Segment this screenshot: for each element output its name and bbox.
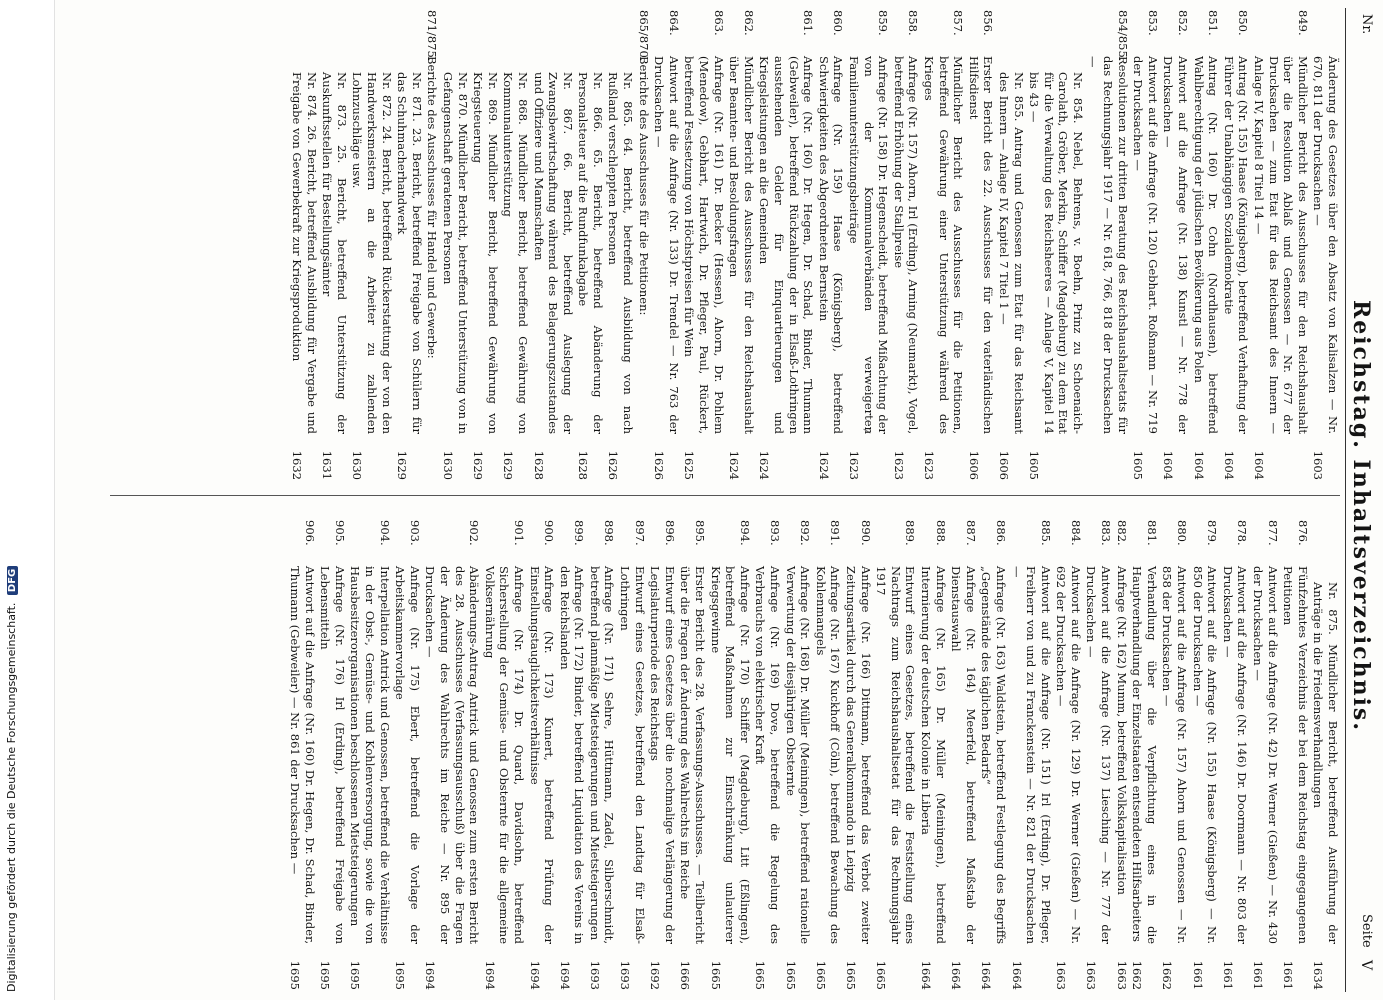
toc-entry	[996, 10, 1025, 480]
entry-title: Antwort auf die Anfrage (Nr. 42) Dr. Werner (Gießen) — Nr. 430 der Drucksachen —	[1251, 566, 1280, 944]
entry-page: 1695	[288, 960, 303, 990]
entry-title: Verhandlung über die Verpflichtung eines in die Hauptverhandlung der Einzelstaaten entsendeten Hilfsarbeiters	[1130, 566, 1159, 944]
entry-page: 1605	[1027, 450, 1042, 480]
toc-entry	[1311, 10, 1340, 480]
entry-title: Anfrage (Nr. 162) Mumm, betreffend Volkskapitalisation	[1114, 566, 1129, 895]
entry-page: 1666	[678, 960, 693, 990]
entry-page: 1665	[753, 960, 768, 990]
entry-title: Anfrage (Nr. 158) Dr. Hegenscheidt, betreffend Mißachtung der von der Kommunalverbänden verweigerten Familienunterstützungsbeiträge	[847, 56, 891, 434]
entry-number: 893.	[768, 520, 783, 546]
entry-number: 903.	[407, 520, 422, 546]
entry-number: 882.	[1114, 520, 1129, 546]
entry-title: Nr. 871. 23. Bericht, betreffend Freigabe von Schülern für das Schuhmacherhandwerk	[395, 72, 424, 434]
toc-entry	[618, 520, 647, 990]
entry-page: 1623	[847, 450, 861, 480]
entry-title: Antwort auf die Anfrage (Nr. 120) Gebhart. Roßmann — Nr. 719 der Drucksachen —	[1131, 56, 1160, 434]
toc-entry	[921, 10, 965, 480]
entry-title: Resolutionen zur dritten Beratung des Reichshaushaltsetats für das Rechnungsjahr 1917 — Nr. 618, 766, 818 der Drucksachen —	[1086, 56, 1130, 434]
entry-number: 871/875.	[425, 10, 440, 62]
entry-title: Nr. 870. Mündlicher Bericht, betreffend Unterstützung von in Gefangenschaft geratenen Personen	[440, 72, 470, 434]
entry-page: 1623	[891, 450, 906, 480]
entry-title: Interpellation Antrick und Genossen, betreffend die Verhältnisse in der Obst-, Gemüse- und Kohlenversorgung, sowie die von Hausbesitzerorganisationen beschlossenen Mietsteigerungen	[348, 566, 392, 944]
entry-number: 888.	[933, 520, 948, 546]
entry-title: Antwort auf die Anfrage (Nr. 146) Dr. Doormann — Nr. 803 der Drucksachen —	[1220, 566, 1250, 944]
toc-entry	[350, 10, 394, 480]
entry-page: 1665	[783, 960, 798, 990]
entry-page: 1664	[949, 960, 964, 990]
entry-page: 1694	[557, 960, 572, 990]
entry-page: 1604	[1191, 450, 1206, 480]
entry-title: Antrag (Nr. 155) Haase (Königsberg), betreffend Verhaftung der Führer der Unabhängigen Sozialdemokratie	[1221, 56, 1251, 434]
entry-title: Nr. 866. 65. Bericht, betreffend Abänderung der Personalsteuer auf die Rundfunkabgabe	[576, 72, 605, 434]
toc-entry	[501, 10, 530, 480]
column-divider	[110, 495, 1340, 496]
entry-title: Änderung des Gesetzes über den Absatz von Kalisalzen — Nr. 670, 811 der Drucksachen —	[1311, 56, 1340, 434]
entry-title: Anfrage (Nr. 170) Schiffer (Magdeburg), Litt (Eßlingen), betreffend Maßnahmen zur Einschränkung unlauterer Kriegsgewinne	[708, 566, 752, 944]
entry-number: 892.	[798, 520, 813, 546]
entry-page: 1663	[1084, 960, 1099, 990]
entry-number: 899.	[572, 520, 587, 546]
entry-number: 877.	[1265, 520, 1280, 546]
entry-page: 1629	[471, 450, 486, 480]
entry-title: Anfrage (Nr. 164) Meerfeld, betreffend Maßstab der Dienstauswahl	[949, 566, 978, 944]
toc-entry	[783, 520, 812, 990]
entry-number: 906.	[302, 520, 317, 546]
toc-entry	[1281, 520, 1310, 990]
entry-page: 1665	[813, 960, 828, 990]
toc-entry	[318, 520, 347, 990]
entry-title: Antwort auf die Anfrage (Nr. 133) Dr. Trendel — Nr. 763 der Drucksachen —	[652, 56, 681, 434]
entry-number: 861.	[801, 10, 816, 36]
entry-number: 891.	[828, 520, 843, 546]
entry-title: Nr. 869. Mündlicher Bericht, betreffend Gewährung von Kriegsteuerung	[471, 72, 500, 434]
toc-entry	[527, 520, 556, 990]
entry-number: 905.	[332, 520, 347, 546]
toc-entry	[1130, 520, 1159, 990]
entry-page: 1625	[682, 450, 697, 480]
entry-title: Fünfzehntes Verzeichnis der bei dem Reichstag eingegangenen Petitionen	[1281, 566, 1310, 944]
entry-title: Mündlicher Bericht des Ausschusses für den Reichshaushalt über Beamten- und Besoldungsfragen	[727, 56, 756, 434]
entry-page: 1605	[1131, 450, 1146, 480]
entry-number: 864.	[666, 10, 681, 36]
entry-page: 1694	[482, 960, 497, 990]
entry-title: Anfrage (Nr. 165) Dr. Müller (Meiningen), betreffend Internierung der deutschen Kolonie in Liberia	[918, 566, 948, 944]
toc-entry	[682, 10, 726, 480]
entry-page: 1664	[979, 960, 994, 990]
toc-entry	[1161, 10, 1190, 480]
entry-title: Antwort auf die Anfrage (Nr. 157) Ahorn und Genossen — Nr. 858 der Drucksachen —	[1160, 566, 1190, 944]
entry-number: 863.	[711, 10, 726, 36]
toc-entry	[727, 10, 756, 480]
toc-entry	[320, 10, 349, 480]
toc-entry	[708, 520, 752, 990]
entry-number: 859.	[876, 10, 891, 36]
entry-number: 886.	[993, 520, 1008, 546]
entry-title: Anfrage (Nr. 157) Ahorn, Irl (Erding), Arning (Neumarkt), Vogel, betreffend Erhöhung der Stallpreise	[891, 56, 921, 434]
toc-entry	[1250, 520, 1279, 990]
toc-entry	[1191, 10, 1220, 480]
entry-page: 1606	[966, 450, 981, 480]
toc-entry	[287, 520, 316, 990]
entry-page: 1664	[918, 960, 933, 990]
entry-page: 1626	[606, 450, 621, 480]
entry-title: Anfrage (Nr. 175) Ebert, betreffend die Vorlage der Arbeitskammervorlage	[393, 566, 422, 944]
toc-entry	[1086, 10, 1130, 480]
entry-page: 1630	[350, 450, 365, 480]
entry-title: Antwort auf die Anfrage (Nr. 155) Haase (Königsberg) — Nr. 850 der Drucksachen —	[1190, 566, 1220, 944]
entry-number: 858.	[906, 10, 921, 36]
toc-entry	[1160, 520, 1189, 990]
toc-entry	[874, 520, 918, 990]
toc-entry	[648, 520, 677, 990]
toc-entry	[1114, 520, 1129, 990]
entry-title: Antwort auf die Anfrage (Nr. 151) Irl (Erding), Dr. Pfleger, Freiherr von und zu Franckenstein — Nr. 821 der Drucksachen —	[1009, 566, 1053, 944]
entry-number: 897.	[632, 520, 647, 546]
entry-title: Entwurf eines Gesetzes, betreffend den Landtag für Elsaß-Lothringen	[618, 566, 647, 944]
entry-page: 1632	[290, 450, 305, 480]
entry-title: Anfrage (Nr. 174) Dr. Quard, Davidsohn, betreffend Sicherstellung der Gemüse- und Obsternte für die allgemeine Volksernährung	[482, 566, 526, 944]
entry-number: 898.	[602, 520, 617, 546]
entry-page: 1665	[844, 960, 858, 990]
toc-entry	[557, 520, 586, 990]
entry-title: Nr. 874. 26. Bericht, betreffend Ausbildung für Vergabe und Freigabe von Gewerbekraft zur Kriegsproduktion	[290, 72, 319, 434]
toc-entry	[918, 520, 947, 990]
toc-entry	[1054, 520, 1083, 990]
entry-number: 902.	[467, 520, 482, 546]
entry-number: 852.	[1176, 10, 1191, 36]
page-title: Reichstag. Inhaltsverzeichnis.	[1348, 300, 1374, 732]
entry-page: 1663	[1114, 960, 1129, 990]
column-header-nr: Nr.	[1359, 14, 1374, 35]
toc-entry	[1221, 10, 1250, 480]
entry-title: Nr. 872. 24. Bericht, betreffend Rückerstattung der von den Handwerksmeistern an die Arbeiter zu zahlenden Lohnzuschläge usw.	[350, 72, 394, 434]
entry-page: 1693	[618, 960, 633, 990]
entry-page: 1604	[1221, 450, 1236, 480]
toc-entry	[1220, 520, 1249, 990]
toc-entry	[757, 10, 815, 480]
entry-title: Anfrage (Nr. 171) Sehre, Hüttmann, Zadel, Silberschmidt, betreffend planmäßige Mietsteigerungen und Mietsteigerungen	[587, 566, 617, 944]
entry-page: 1661	[1190, 960, 1205, 990]
entry-number: 851.	[1206, 10, 1221, 36]
toc-entry	[471, 10, 500, 480]
dfg-logo: DFG	[7, 566, 18, 595]
toc-entry	[576, 10, 605, 480]
entry-number: 878.	[1235, 520, 1250, 546]
entry-title: Nr. 855. Antrag und Genossen zum Etat für das Reichsamt des Innern — Anlage IV, Kapitel 7 Titel 1 —	[996, 72, 1026, 434]
scanned-page	[54, 0, 1383, 1000]
entry-title: Anfrage (Nr. 168) Dr. Müller (Meiningen), betreffend rationelle Verwertung der diesjährigen Obsternte	[783, 566, 813, 944]
entry-number: 881.	[1144, 520, 1159, 546]
entry-title: Anfrage (Nr. 169) Dove, betreffend die Regelung des Verbrauchs von elektrischer Kraft	[753, 566, 783, 944]
toc-entry	[1190, 520, 1219, 990]
toc-entry	[587, 520, 616, 990]
toc-right-column	[286, 520, 1340, 990]
toc-entry	[949, 520, 978, 990]
entry-title: Mündlicher Bericht des Ausschusses für die Petitionen, betreffend Gewährung einer Unterstützung während des Krieges	[921, 56, 966, 434]
entry-number: 856.	[981, 10, 996, 36]
entry-title: Nr. 854. Nebel, Behrens, v. Boehn, Prinz zu Schoenaich-Carolath, Gröber, Merkin, Schiffer (Magdeburg) zu dem Etat für die Verwaltung des Reichsheeres — Anlage V, Kapitel 14 bis 43 —	[1027, 72, 1085, 434]
entry-number: 884.	[1068, 520, 1083, 546]
entry-title: Anfrage (Nr. 173) Kunert, betreffend Prüfung der Einstellungstauglichkeitsverhältnisse	[527, 566, 557, 944]
header-rule	[1345, 8, 1346, 992]
entry-page: 1693	[587, 960, 602, 990]
entry-number: 904.	[377, 520, 392, 546]
entry-title: Anfrage (Nr. 167) Kuckhoff (Cöln), betreffend Bewachung des Kohlenmangels	[813, 566, 843, 944]
entry-page: 1664	[1009, 960, 1024, 990]
toc-entry	[1009, 520, 1053, 990]
entry-title: Berichte des Ausschusses für Handel und Gewerbe:	[425, 56, 440, 359]
entry-number: 896.	[662, 520, 677, 546]
entry-title: Entwurf eines Gesetzes, betreffend die Feststellung eines Nachtrags zum Reichshaushaltsetat für das Rechnungsjahr 1917	[874, 566, 918, 944]
entry-title: Anfrage (Nr. 176) Irl (Erding), betreffend Freigabe von Lebensmitteln	[318, 566, 347, 944]
toc-entry	[813, 520, 842, 990]
entry-title: Nr. 868. Mündlicher Bericht, betreffend Gewährung von Kommunalunterstützung	[501, 72, 530, 434]
entry-page: 1661	[1251, 960, 1266, 990]
toc-entry	[979, 520, 1008, 990]
entry-number: 887.	[963, 520, 978, 546]
entry-number: 854/855.	[1115, 10, 1130, 62]
entry-title: Abänderungs-Antrag Antrick und Genossen zum ersten Bericht des 28. Ausschusses (Verfassungsausschuß) über die Fragen der Änderung des Wahlrechts im Reiche — Nr. 895 der Drucksachen —	[423, 566, 482, 944]
entry-title: Antwort auf die Anfrage (Nr. 160) Dr. Hegen, Dr. Schad, Binder, Thumann (Gebweiler) — Nr. 861 der Drucksachen —	[288, 566, 317, 944]
entry-number: 850.	[1236, 10, 1251, 36]
funding-note-strip	[0, 0, 55, 1000]
entry-page: 1624	[816, 450, 831, 480]
toc-entry	[1131, 10, 1160, 480]
entry-title: Erster Bericht des 22. Ausschusses für den vaterländischen Hilfsdienst	[966, 56, 996, 434]
toc-entry	[482, 520, 526, 990]
entry-page: 1663	[1054, 960, 1069, 990]
toc-entry	[531, 10, 575, 480]
entry-title: Anfrage (Nr. 166) Dittmann, betreffend das Verbot zweiter Zeitungsartikel durch das Generalkommando in Leipzig	[844, 566, 873, 944]
toc-entry	[846, 10, 890, 480]
entry-page: 1626	[652, 450, 667, 480]
entry-title: Nr. 875. Mündlicher Bericht, betreffend Ausführung der Anträge in die Friedensverhandlungen	[1311, 582, 1340, 944]
entry-number: 853.	[1145, 10, 1160, 36]
toc-entry	[1027, 10, 1085, 480]
entry-title: Antwort auf die Anfrage (Nr. 137) Liesching — Nr. 777 der Drucksachen —	[1084, 566, 1114, 944]
entry-title: Antrag (Nr. 160) Dr. Cohn (Nordhausen), betreffend Wahlberechtigung der jüdischen Bevölkerung aus Polen	[1191, 56, 1221, 434]
toc-entry	[425, 10, 440, 480]
entry-title: Nr. 873. 25. Bericht, betreffend Unterstützung der Auskunftsstellen für Bestellungsämter	[320, 72, 349, 434]
entry-title: Anfrage (Nr. 172) Binder, betreffend Liquidation des Vereins in den Reichslanden	[557, 566, 587, 944]
entry-title: Nr. 867. 66. Bericht, betreffend Auslegung der Zwangsbewirtschaftung während des Belagerungszustandes und Offiziere und Mannschaften	[531, 72, 575, 434]
entry-page: 1695	[348, 960, 363, 990]
entry-page: 1662	[1130, 960, 1145, 990]
entry-page: 1694	[423, 960, 438, 990]
entry-number: 876.	[1295, 520, 1310, 546]
column-header-seite: Seite	[1359, 914, 1374, 948]
entry-page: 1665	[708, 960, 723, 990]
entry-number: 865/870.	[636, 10, 651, 62]
entry-page: 1604	[1161, 450, 1176, 480]
entry-page: 1634	[1311, 960, 1326, 990]
entry-page: 1628	[576, 450, 591, 480]
entry-page: 1662	[1160, 960, 1175, 990]
entry-number: 901.	[511, 520, 526, 546]
toc-entry	[395, 10, 424, 480]
toc-entry	[636, 10, 651, 480]
page-number: V	[1358, 960, 1374, 971]
entry-page: 1629	[395, 450, 410, 480]
toc-entry	[891, 10, 920, 480]
entry-number: 890.	[858, 520, 873, 546]
toc-entry	[440, 10, 469, 480]
entry-title: Antwort auf die Anfrage (Nr. 138) Kunstl — Nr. 778 der Drucksachen —	[1161, 56, 1191, 434]
entry-title: Anfrage (Nr. 159) Haase (Königsberg), betreffend Schwierigkeiten des Abgeordneten Bernstein	[816, 56, 846, 434]
entry-page: 1628	[531, 450, 546, 480]
entry-page: 1661	[1220, 960, 1235, 990]
entry-title: Entwurf eines Gesetzes über die nochmalige Verlängerung der Legislaturperiode des Reichstags	[648, 566, 677, 944]
entry-page: 1606	[996, 450, 1011, 480]
entry-number: 849.	[1295, 10, 1310, 36]
entry-page: 1629	[501, 450, 516, 480]
entry-number: 895.	[693, 520, 708, 546]
entry-page: 1604	[1252, 450, 1267, 480]
toc-left-column	[288, 10, 1340, 480]
toc-entry	[1251, 10, 1309, 480]
entry-title: Berichte des Ausschusses für die Petitionen:	[636, 56, 651, 316]
entry-number: 894.	[737, 520, 752, 546]
entry-title: Anfrage (Nr. 161) Dr. Becker (Hessen), Ahorn, Dr. Pohlem (Menedow), Gebhart, Hartwich, Dr. Pfleger, Paul, Rückert, betreffend Festsetzung von Höchstpreisen für Wein	[682, 56, 726, 434]
entry-number: 880.	[1175, 520, 1190, 546]
entry-title: Anfrage (Nr. 163) Waldstein, betreffend Festlegung des Begriffs „Gegenstände des täglichen Bedarfs“	[979, 566, 1008, 944]
entry-title: Anfrage (Nr. 160) Dr. Hegen, Dr. Schad, Binder, Thumann (Gebweiler), betreffend Rückzahlung der in Elsaß-Lothringen ausstehenden Gelder für Einquartierungen und Kriegsleistungen an die Gemeinden	[757, 56, 816, 434]
entry-page: 1631	[320, 450, 335, 480]
entry-page: 1603	[1311, 450, 1326, 480]
toc-entry	[1311, 520, 1340, 990]
entry-page: 1695	[393, 960, 408, 990]
entry-page: 1692	[648, 960, 663, 990]
entry-page: 1623	[921, 450, 936, 480]
toc-entry	[843, 520, 872, 990]
entry-title: Erster Bericht des 28. Verfassungs-Ausschusses. — Teilbericht über die Fragen der Änderung des Wahlrechts im Reiche	[678, 566, 708, 944]
entry-title: Antwort auf die Anfrage (Nr. 129) Dr. Werner (Gießen) — Nr. 692 der Drucksachen —	[1054, 566, 1083, 944]
entry-number: 889.	[903, 520, 918, 546]
toc-entry	[289, 10, 318, 480]
entry-number: 883.	[1099, 520, 1114, 546]
toc-entry	[423, 520, 481, 990]
entry-number: 885.	[1038, 520, 1053, 546]
toc-entry	[678, 520, 707, 990]
toc-entry	[753, 520, 782, 990]
toc-entry	[652, 10, 681, 480]
toc-entry	[816, 10, 845, 480]
entry-title: Mündlicher Bericht des Ausschusses für den Reichshaushalt über die Resolution Ablaß und Genossen — Nr. 677 der Drucksachen — zum Etat für das Reichsamt des Innern — Anlage IV, Kapitel 8 Titel 14 —	[1252, 56, 1310, 434]
toc-entry	[606, 10, 635, 480]
entry-page: 1661	[1281, 960, 1296, 990]
toc-entry	[348, 520, 392, 990]
entry-number: 900.	[542, 520, 557, 546]
entry-page: 1624	[757, 450, 772, 480]
entry-page: 1665	[874, 960, 889, 990]
entry-page: 1624	[727, 450, 742, 480]
entry-number: 857.	[951, 10, 966, 36]
toc-entry	[393, 520, 422, 990]
entry-number: 879.	[1205, 520, 1220, 546]
entry-page: 1695	[318, 960, 333, 990]
entry-page: 1694	[527, 960, 542, 990]
funding-note-text: Digitalisierung gefördert durch die Deutsche Forschungsgemeinschaft.	[5, 602, 18, 992]
toc-entry	[1084, 520, 1113, 990]
toc-entry	[966, 10, 995, 480]
entry-title: Nr. 865. 64. Bericht, betreffend Ausbildung von nach Rußland verschleppten Personen	[606, 72, 636, 434]
entry-page: 1630	[440, 450, 455, 480]
entry-number: 860.	[831, 10, 846, 36]
entry-number: 862.	[741, 10, 756, 36]
